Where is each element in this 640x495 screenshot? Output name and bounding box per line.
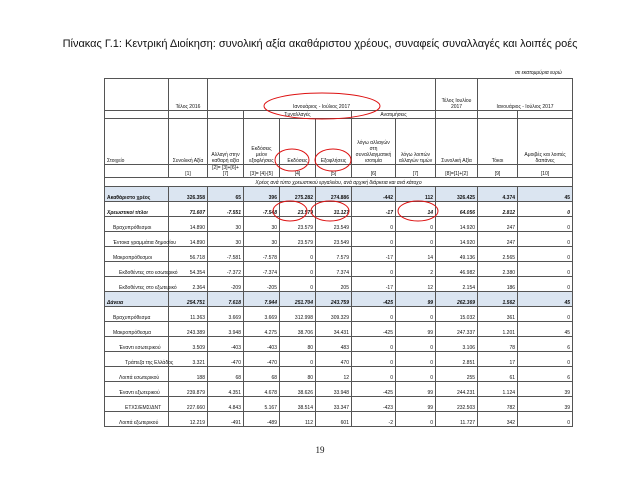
table-cell: -17 xyxy=(352,247,396,262)
table-cell: 14 xyxy=(396,202,436,217)
row-label: Βραχυπρόθεσμοι xyxy=(105,217,169,232)
table-cell: 247.337 xyxy=(436,322,478,337)
table-cell: 0 xyxy=(396,217,436,232)
table-cell: 251.704 xyxy=(280,292,316,307)
table-cell: 78 xyxy=(478,337,518,352)
header-total-value: Συνολική Αξία xyxy=(169,119,208,165)
table-cell: -425 xyxy=(352,322,396,337)
table-cell: 71.607 xyxy=(169,202,208,217)
table-cell: 4.275 xyxy=(244,322,280,337)
header-fees: Αμοιβές και λοιπές δαπάνες xyxy=(518,119,573,165)
table-cell: 0 xyxy=(352,217,396,232)
table-cell: -403 xyxy=(244,337,280,352)
table-cell: 326.358 xyxy=(169,187,208,202)
table-cell: 17 xyxy=(478,352,518,367)
table-cell: 14.920 xyxy=(436,217,478,232)
table-cell: 470 xyxy=(316,352,352,367)
table-cell: 12.219 xyxy=(169,412,208,427)
table-cell: 0 xyxy=(396,352,436,367)
table-cell: 7.944 xyxy=(244,292,280,307)
table-cell: 1.124 xyxy=(478,382,518,397)
table-cell: 2.812 xyxy=(478,202,518,217)
table-cell: 0 xyxy=(396,367,436,382)
table-cell: 3.948 xyxy=(208,322,244,337)
table-cell: 33.347 xyxy=(316,397,352,412)
table-cell: 38.514 xyxy=(280,397,316,412)
row-label: Μακροπρόθεσμα xyxy=(105,322,169,337)
table-cell: 80 xyxy=(280,367,316,382)
table-row xyxy=(105,412,573,427)
table-cell: 601 xyxy=(316,412,352,427)
table-cell: 205 xyxy=(316,277,352,292)
table-row xyxy=(105,322,573,337)
table-cell: 239.879 xyxy=(169,382,208,397)
table-cell: 255 xyxy=(436,367,478,382)
table-row xyxy=(105,277,573,292)
row-label: Χρεωστικοί τίτλοι xyxy=(105,202,169,217)
table-cell: 99 xyxy=(396,322,436,337)
table-cell: 45 xyxy=(518,292,573,307)
header-interest: Τόκοι xyxy=(478,119,518,165)
table-cell: 1.201 xyxy=(478,322,518,337)
idx-cell: [5] xyxy=(316,165,352,178)
table-row xyxy=(105,187,573,202)
table-cell: 275.282 xyxy=(280,187,316,202)
table-cell: 4.843 xyxy=(208,397,244,412)
table-cell: 64.056 xyxy=(436,202,478,217)
idx-cell: [2]= [3]+[6]+[7] xyxy=(208,165,244,178)
note-row: Χρέος ανά τύπο χρεωστικού εργαλείου, ανά αρχική διάρκεια και ανά κάτοχο xyxy=(105,178,573,187)
table-cell: 12 xyxy=(316,367,352,382)
table-cell: -7.581 xyxy=(208,247,244,262)
table-cell: 3.669 xyxy=(244,307,280,322)
header-issues: Εκδόσεις xyxy=(280,119,316,165)
table-cell: 3.669 xyxy=(208,307,244,322)
table-cell: 0 xyxy=(352,337,396,352)
table-cell: -489 xyxy=(244,412,280,427)
table-cell: 1.562 xyxy=(478,292,518,307)
table-cell: 68 xyxy=(208,367,244,382)
table-cell: 247 xyxy=(478,232,518,247)
table-cell: 0 xyxy=(518,217,573,232)
table-cell: 3.509 xyxy=(169,337,208,352)
header-revaluations: Ανατιμήσεις xyxy=(352,111,436,119)
table-cell: 0 xyxy=(352,232,396,247)
table-cell: 232.503 xyxy=(436,397,478,412)
idx-cell: [9] xyxy=(478,165,518,178)
table-cell: 46.982 xyxy=(436,262,478,277)
table-cell: 274.886 xyxy=(316,187,352,202)
table-cell: -491 xyxy=(208,412,244,427)
table-cell: -425 xyxy=(352,292,396,307)
table-cell: 23.549 xyxy=(316,232,352,247)
table-cell: 112 xyxy=(280,412,316,427)
table-cell: 33.948 xyxy=(316,382,352,397)
table-cell: 243.759 xyxy=(316,292,352,307)
header-transactions: Συναλλαγές xyxy=(244,111,352,119)
table-cell: 45 xyxy=(518,322,573,337)
table-cell: 0 xyxy=(518,307,573,322)
table-cell: 396 xyxy=(244,187,280,202)
table-cell: 227.660 xyxy=(169,397,208,412)
table-cell: 0 xyxy=(396,307,436,322)
table-cell: 2.851 xyxy=(436,352,478,367)
table-cell: -2 xyxy=(352,412,396,427)
table-cell: 0 xyxy=(396,412,436,427)
row-label: Βραχυπρόθεσμα xyxy=(105,307,169,322)
table-cell: -403 xyxy=(208,337,244,352)
table-cell: 2 xyxy=(396,262,436,277)
idx-cell: [4] xyxy=(280,165,316,178)
table-cell: 0 xyxy=(280,247,316,262)
table-cell: 342 xyxy=(478,412,518,427)
table-cell: -442 xyxy=(352,187,396,202)
table-cell: 38.706 xyxy=(280,322,316,337)
header-other-prices: λόγω λοιπών αλλαγών τιμών xyxy=(396,119,436,165)
table-cell: 30 xyxy=(208,232,244,247)
table-cell: -17 xyxy=(352,277,396,292)
table-cell: -205 xyxy=(244,277,280,292)
table-row xyxy=(105,217,573,232)
table-cell: 14 xyxy=(396,247,436,262)
table-cell: -7.548 xyxy=(244,202,280,217)
table-cell: 15.032 xyxy=(436,307,478,322)
table-row xyxy=(105,247,573,262)
table-cell: 30 xyxy=(244,232,280,247)
table-cell: 0 xyxy=(352,307,396,322)
table-row xyxy=(105,292,573,307)
table-cell: 188 xyxy=(169,367,208,382)
row-label: Τράπεζα της Ελλάδος xyxy=(105,352,169,367)
table-cell: 312.998 xyxy=(280,307,316,322)
header-redemptions: Εξοφλήσεις xyxy=(316,119,352,165)
table-cell: 112 xyxy=(396,187,436,202)
idx-cell: [1] xyxy=(169,165,208,178)
table-row xyxy=(105,232,573,247)
idx-cell: [6] xyxy=(352,165,396,178)
table-cell: 2.565 xyxy=(478,247,518,262)
table-cell: 7.374 xyxy=(316,262,352,277)
table-cell: 34.431 xyxy=(316,322,352,337)
table-cell: 5.167 xyxy=(244,397,280,412)
table-cell: 4.374 xyxy=(478,187,518,202)
table-cell: 3.321 xyxy=(169,352,208,367)
table-row xyxy=(105,382,573,397)
table-cell: 243.389 xyxy=(169,322,208,337)
row-label: Λοιπά εξωτερικού xyxy=(105,412,169,427)
page-number: 19 xyxy=(315,445,325,455)
idx-cell: [3]= [4]-[5] xyxy=(244,165,280,178)
table-cell: 0 xyxy=(518,247,573,262)
table-cell: 49.136 xyxy=(436,247,478,262)
table-row xyxy=(105,367,573,382)
row-label: Εκδοθέντες στο εξωτερικό xyxy=(105,277,169,292)
table-cell: 12 xyxy=(396,277,436,292)
header-change-net: Αλλαγή στην καθαρή αξία xyxy=(208,119,244,165)
table-cell: 244.231 xyxy=(436,382,478,397)
idx-cell: [8]=[1]+[2] xyxy=(436,165,478,178)
table-cell: 14.890 xyxy=(169,217,208,232)
table-cell: 45 xyxy=(518,187,573,202)
table-cell: 30 xyxy=(208,217,244,232)
table-cell: 0 xyxy=(518,277,573,292)
table-cell: 11.363 xyxy=(169,307,208,322)
table-cell: 30 xyxy=(244,217,280,232)
table-row xyxy=(105,202,573,217)
table-cell: 782 xyxy=(478,397,518,412)
header-end-2016: Τέλος 2016 xyxy=(169,79,208,111)
table-cell: 326.425 xyxy=(436,187,478,202)
table-cell: 0 xyxy=(352,262,396,277)
table-cell: 56.718 xyxy=(169,247,208,262)
table-cell: 4.351 xyxy=(208,382,244,397)
table-cell: 0 xyxy=(352,367,396,382)
row-label: Δάνεια xyxy=(105,292,169,307)
table-cell: 7.618 xyxy=(208,292,244,307)
header-period-b: Ιανουάριος - Ιούλιος 2017 xyxy=(478,79,573,111)
row-label: Εκδοθέντες στο εσωτερικό xyxy=(105,262,169,277)
table-cell: 7.579 xyxy=(316,247,352,262)
table-row xyxy=(105,352,573,367)
table-cell: -7.551 xyxy=(208,202,244,217)
table-cell: 38.626 xyxy=(280,382,316,397)
table-cell: -470 xyxy=(208,352,244,367)
table-cell: 3.106 xyxy=(436,337,478,352)
table-cell: 61 xyxy=(478,367,518,382)
table-cell: 483 xyxy=(316,337,352,352)
row-label: Ακαθάριστο χρέος xyxy=(105,187,169,202)
table-cell: -423 xyxy=(352,397,396,412)
table-cell: 99 xyxy=(396,292,436,307)
header-total-value-b: Συνολική Αξία xyxy=(436,119,478,165)
table-cell: 23.579 xyxy=(280,232,316,247)
table-cell: 99 xyxy=(396,382,436,397)
idx-cell: [10] xyxy=(518,165,573,178)
table-cell: 0 xyxy=(396,337,436,352)
table-cell: 0 xyxy=(280,262,316,277)
header-period: Ιανουάριος - Ιούλιος 2017 xyxy=(208,79,436,111)
row-label: Έναντι εσωτερικού xyxy=(105,337,169,352)
table-cell: 361 xyxy=(478,307,518,322)
table-cell: 6 xyxy=(518,367,573,382)
table-cell: 0 xyxy=(518,352,573,367)
table-cell: -7.372 xyxy=(208,262,244,277)
table-row xyxy=(105,262,573,277)
table-row xyxy=(105,307,573,322)
table-cell: -7.578 xyxy=(244,247,280,262)
row-label: Λοιπά εσωτερικού xyxy=(105,367,169,382)
table-cell: 0 xyxy=(352,352,396,367)
table-cell: 2.380 xyxy=(478,262,518,277)
table-cell: 23.579 xyxy=(280,202,316,217)
table-cell: 254.751 xyxy=(169,292,208,307)
table-cell: 0 xyxy=(518,412,573,427)
table-cell: -470 xyxy=(244,352,280,367)
header-net-issues: Εκδόσεις μείον εξοφλήσεις xyxy=(244,119,280,165)
table-cell: 309.329 xyxy=(316,307,352,322)
table-cell: 31.127 xyxy=(316,202,352,217)
table-cell: 68 xyxy=(244,367,280,382)
table-cell: 0 xyxy=(396,232,436,247)
table-cell: 14.920 xyxy=(436,232,478,247)
table-cell: 54.354 xyxy=(169,262,208,277)
table-cell: -17 xyxy=(352,202,396,217)
table-title: Πίνακας Γ.1: Κεντρική Διοίκηση: συνολική αξία ακαθάριστου χρέους, συναφείς συναλλαγές και λοιπές ροές xyxy=(62,38,578,50)
table-cell: 39 xyxy=(518,382,573,397)
table-cell: -7.374 xyxy=(244,262,280,277)
table-cell: 0 xyxy=(518,202,573,217)
table-cell: 23.579 xyxy=(280,217,316,232)
table-cell: 0 xyxy=(518,262,573,277)
row-label: ΕΤΧΣ/ΕΜΣ/ΔΝΤ xyxy=(105,397,169,412)
table-cell: 186 xyxy=(478,277,518,292)
table-cell: 0 xyxy=(280,352,316,367)
table-cell: 65 xyxy=(208,187,244,202)
table-cell: 99 xyxy=(396,397,436,412)
header-item: Στοιχείο xyxy=(105,119,169,165)
idx-cell: [7] xyxy=(396,165,436,178)
table-row xyxy=(105,337,573,352)
table-cell: 23.549 xyxy=(316,217,352,232)
table-cell: 4.678 xyxy=(244,382,280,397)
header-end-july: Τέλος Ιουλίου 2017 xyxy=(436,79,478,111)
table-cell: 247 xyxy=(478,217,518,232)
debt-table xyxy=(104,78,573,427)
table-cell: 0 xyxy=(518,232,573,247)
table-cell: 6 xyxy=(518,337,573,352)
row-label: Μακροπρόθεσμοι xyxy=(105,247,169,262)
table-cell: 39 xyxy=(518,397,573,412)
table-cell: 0 xyxy=(280,277,316,292)
row-label: Έναντι εξωτερικού xyxy=(105,382,169,397)
table-row xyxy=(105,397,573,412)
table-cell: 11.727 xyxy=(436,412,478,427)
table-cell: -425 xyxy=(352,382,396,397)
table-cell: 262.369 xyxy=(436,292,478,307)
units-note: σε εκατομμύρια ευρώ xyxy=(515,70,562,76)
table-cell: -209 xyxy=(208,277,244,292)
table-cell: 2.154 xyxy=(436,277,478,292)
table-cell: 80 xyxy=(280,337,316,352)
table-cell: 2.364 xyxy=(169,277,208,292)
table-cell: 14.890 xyxy=(169,232,208,247)
header-fx: λόγω αλλαγών στη συναλλαγματική ισοτιμία xyxy=(352,119,396,165)
row-label: Έντοκα γραμμάτια δημοσίου xyxy=(105,232,169,247)
